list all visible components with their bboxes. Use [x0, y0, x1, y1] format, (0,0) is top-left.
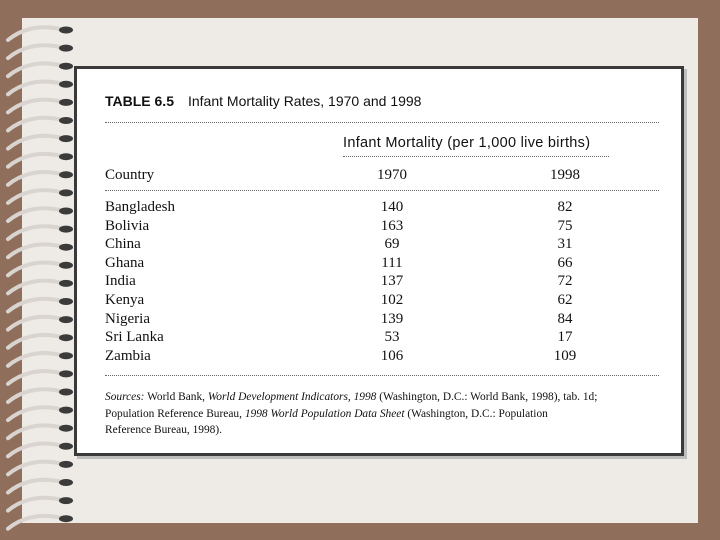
spiral-ring — [8, 425, 73, 439]
cell-1998: 84 — [557, 310, 573, 327]
spiral-ring — [8, 443, 73, 457]
cell-1998: 31 — [557, 236, 573, 253]
table-row — [77, 236, 681, 255]
spiral-ring — [8, 334, 73, 348]
cell-1970: 139 — [380, 310, 404, 327]
cell-1970: 140 — [380, 199, 404, 215]
spiral-ring — [8, 63, 73, 77]
spiral-ring — [8, 280, 73, 294]
column-header-1970: 1970 — [377, 167, 407, 183]
spiral-ring — [8, 497, 73, 511]
cell-1970: 163 — [380, 217, 404, 234]
cell-country: Bolivia — [105, 217, 150, 234]
cell-country: India — [105, 273, 136, 290]
spiral-ring — [8, 117, 73, 131]
divider-bottom — [105, 375, 659, 376]
cell-1998: 62 — [557, 291, 573, 308]
spiral-ring — [8, 461, 73, 475]
spiral-ring — [8, 189, 73, 203]
column-group-header: Infant Mortality (per 1,000 live births) — [343, 135, 591, 151]
spiral-ring — [8, 479, 73, 493]
cell-country: Kenya — [105, 291, 145, 308]
spiral-ring — [8, 135, 73, 149]
sources-text-3: Reference Bureau, 1998). — [105, 424, 223, 436]
spiral-ring — [8, 27, 73, 41]
table-row — [77, 218, 681, 237]
divider-top — [105, 122, 659, 123]
sources-text-2b: (Washington, D.C.: Population — [404, 407, 548, 420]
table-row — [77, 329, 681, 348]
table-row — [77, 292, 681, 311]
table-row — [77, 199, 681, 218]
cell-country: Sri Lanka — [105, 329, 164, 346]
cell-country: Bangladesh — [105, 199, 175, 215]
cell-country: Ghana — [105, 254, 145, 271]
cell-1970: 53 — [384, 329, 400, 346]
spiral-ring — [8, 370, 73, 384]
sources-label: Sources: — [105, 391, 145, 403]
cell-1970: 102 — [380, 291, 404, 308]
spiral-ring — [8, 244, 73, 258]
spiral-ring — [8, 298, 73, 312]
spiral-ring — [8, 352, 73, 366]
cell-1970: 111 — [381, 254, 403, 271]
spiral-ring — [8, 81, 73, 95]
sources-text-1b: (Washington, D.C.: World Bank, 1998), tab. 1d; — [376, 391, 598, 403]
spiral-ring — [8, 262, 73, 276]
column-header-country: Country — [105, 167, 155, 183]
spiral-ring — [8, 316, 73, 330]
table-row — [77, 255, 681, 274]
table-row — [77, 348, 681, 367]
table-number: TABLE 6.5 — [105, 93, 174, 109]
table-row — [77, 273, 681, 292]
spiral-ring — [8, 389, 73, 403]
table-panel — [74, 66, 684, 456]
cell-1970: 69 — [384, 236, 400, 253]
spiral-ring — [8, 208, 73, 222]
cell-country: Nigeria — [105, 310, 150, 327]
table-title: Infant Mortality Rates, 1970 and 1998 — [187, 93, 422, 109]
spiral-ring — [8, 99, 73, 113]
cell-1970: 137 — [380, 273, 404, 290]
sources-note — [105, 389, 665, 439]
table-row — [77, 311, 681, 330]
sources-title-1: World Development Indicators, 1998 — [207, 391, 377, 403]
sources-text-1: World Bank, — [144, 391, 208, 403]
spiral-ring — [8, 45, 73, 59]
cell-country: China — [105, 236, 141, 253]
cell-1998: 109 — [553, 347, 577, 364]
spiral-ring — [8, 515, 73, 529]
cell-1998: 72 — [557, 273, 573, 290]
divider-header — [105, 190, 659, 191]
cell-1970: 106 — [380, 347, 404, 364]
table-heading — [105, 93, 421, 109]
spiral-ring — [8, 226, 73, 240]
divider-group — [343, 156, 609, 157]
cell-1998: 82 — [557, 199, 573, 215]
column-header-1998: 1998 — [550, 167, 580, 183]
sources-title-2: 1998 World Population Data Sheet — [244, 407, 405, 420]
table-body — [77, 199, 681, 366]
spiral-ring — [8, 153, 73, 167]
cell-1998: 66 — [557, 254, 573, 271]
cell-country: Zambia — [105, 347, 151, 364]
spiral-ring — [8, 171, 73, 185]
cell-1998: 17 — [557, 329, 573, 346]
sources-text-2: Population Reference Bureau, — [105, 407, 245, 420]
spiral-ring — [8, 407, 73, 421]
cell-1998: 75 — [557, 217, 573, 234]
